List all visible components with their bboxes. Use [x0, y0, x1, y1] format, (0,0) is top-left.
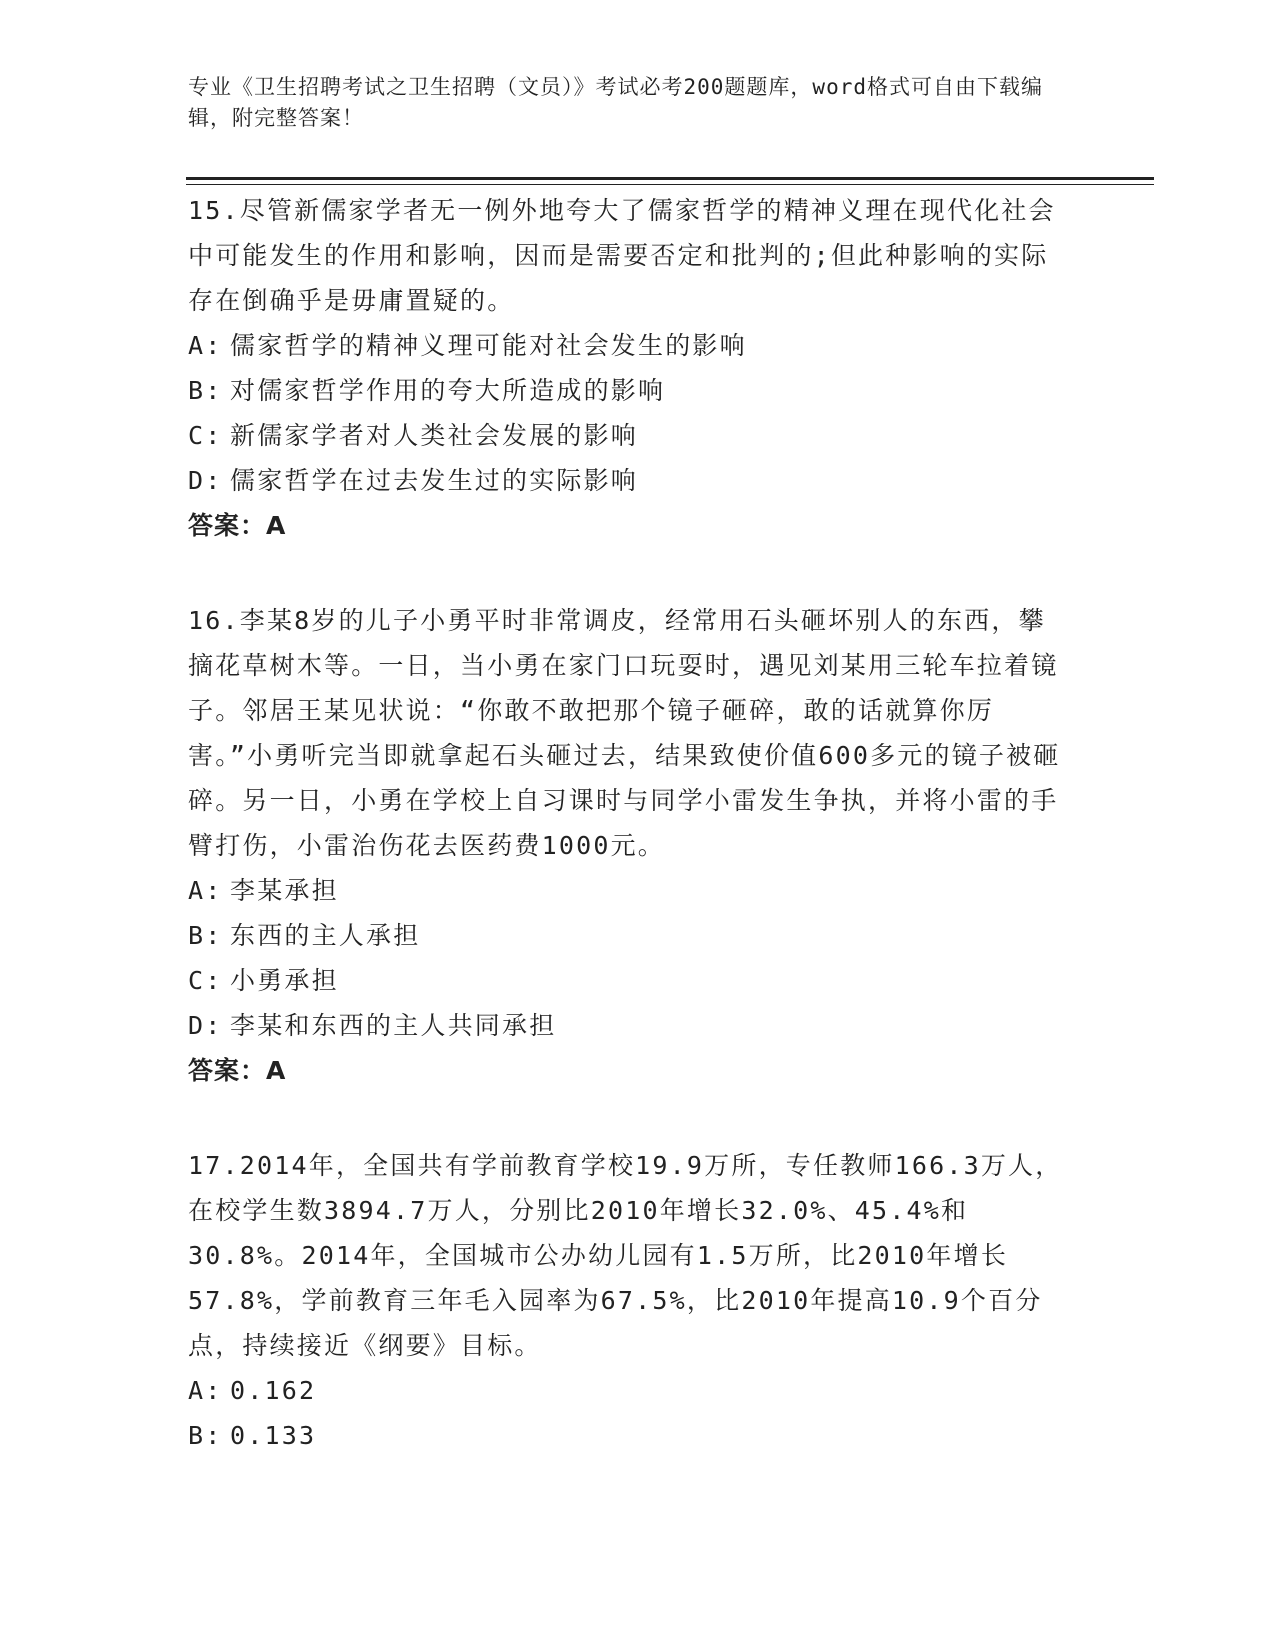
option-text: 小勇承担 — [230, 966, 339, 995]
document-header — [188, 72, 1068, 134]
question-stem: 15.尽管新儒家学者无一例外地夸大了儒家哲学的精神义理在现代化社会中可能发生的作用和影响，因而是需要否定和批判的;但此种影响的实际存在倒确乎是毋庸置疑的。 — [188, 196, 1056, 315]
option-letter: B: — [188, 1421, 223, 1450]
option-letter: A: — [188, 1376, 223, 1405]
option-text: 李某和东西的主人共同承担 — [230, 1011, 557, 1040]
option-text: 0.133 — [230, 1421, 317, 1450]
question-stem: 16.李某8岁的儿子小勇平时非常调皮，经常用石头砸坏别人的东西，攀摘花草树木等。一日，当小勇在家门口玩耍时，遇见刘某用三轮车拉着镜子。邻居王某见状说：“你敢不敢把那个镜子砸碎，敢的话就算你厉害。”小勇听完当即就拿起石头砸过去，结果致使价值600多元的镜子被砸碎。另一日，小勇在学校上自习课时与同学小雷发生争执，并将小雷的手臂打伤，小雷治伤花去医药费1000元。 — [188, 606, 1061, 860]
answer-label: 答案：A — [188, 511, 287, 540]
question-15 — [188, 188, 1068, 549]
option-letter: A: — [188, 331, 223, 360]
option-c — [188, 413, 1068, 458]
question-17 — [188, 1143, 1068, 1458]
option-text: 儒家哲学的精神义理可能对社会发生的影响 — [230, 331, 747, 360]
option-letter: D: — [188, 466, 223, 495]
option-text: 对儒家哲学作用的夸大所造成的影响 — [230, 376, 666, 405]
option-d — [188, 458, 1068, 503]
option-text: 0.162 — [230, 1376, 317, 1405]
option-c — [188, 958, 1068, 1003]
option-a — [188, 323, 1068, 368]
option-text: 新儒家学者对人类社会发展的影响 — [230, 421, 639, 450]
option-letter: B: — [188, 921, 223, 950]
header-text: 专业《卫生招聘考试之卫生招聘（文员）》考试必考200题题库，word格式可自由下载编辑，附完整答案！ — [188, 75, 1043, 130]
header-divider-thick — [186, 177, 1154, 180]
option-letter: B: — [188, 376, 223, 405]
question-stem: 17.2014年，全国共有学前教育学校19.9万所，专任教师166.3万人，在校学生数3894.7万人，分别比2010年增长32.0%、45.4%和30.8%。2014年，全国城市公办幼儿园有1.5万所，比2010年增长57.8%，学前教育三年毛入园率为67.5%，比2010年提高10.9个百分点，持续接近《纲要》目标。 — [188, 1151, 1063, 1360]
option-a — [188, 1368, 1068, 1413]
option-d — [188, 1003, 1068, 1048]
option-text: 东西的主人承担 — [230, 921, 421, 950]
option-letter: D: — [188, 1011, 223, 1040]
option-letter: A: — [188, 876, 223, 905]
option-text: 儒家哲学在过去发生过的实际影响 — [230, 466, 639, 495]
option-text: 李某承担 — [230, 876, 339, 905]
option-b — [188, 368, 1068, 413]
option-a — [188, 868, 1068, 913]
option-b — [188, 913, 1068, 958]
option-letter: C: — [188, 966, 223, 995]
header-divider-thin — [186, 184, 1154, 185]
question-16 — [188, 598, 1068, 1094]
option-b — [188, 1413, 1068, 1458]
answer-label: 答案：A — [188, 1056, 287, 1085]
option-letter: C: — [188, 421, 223, 450]
